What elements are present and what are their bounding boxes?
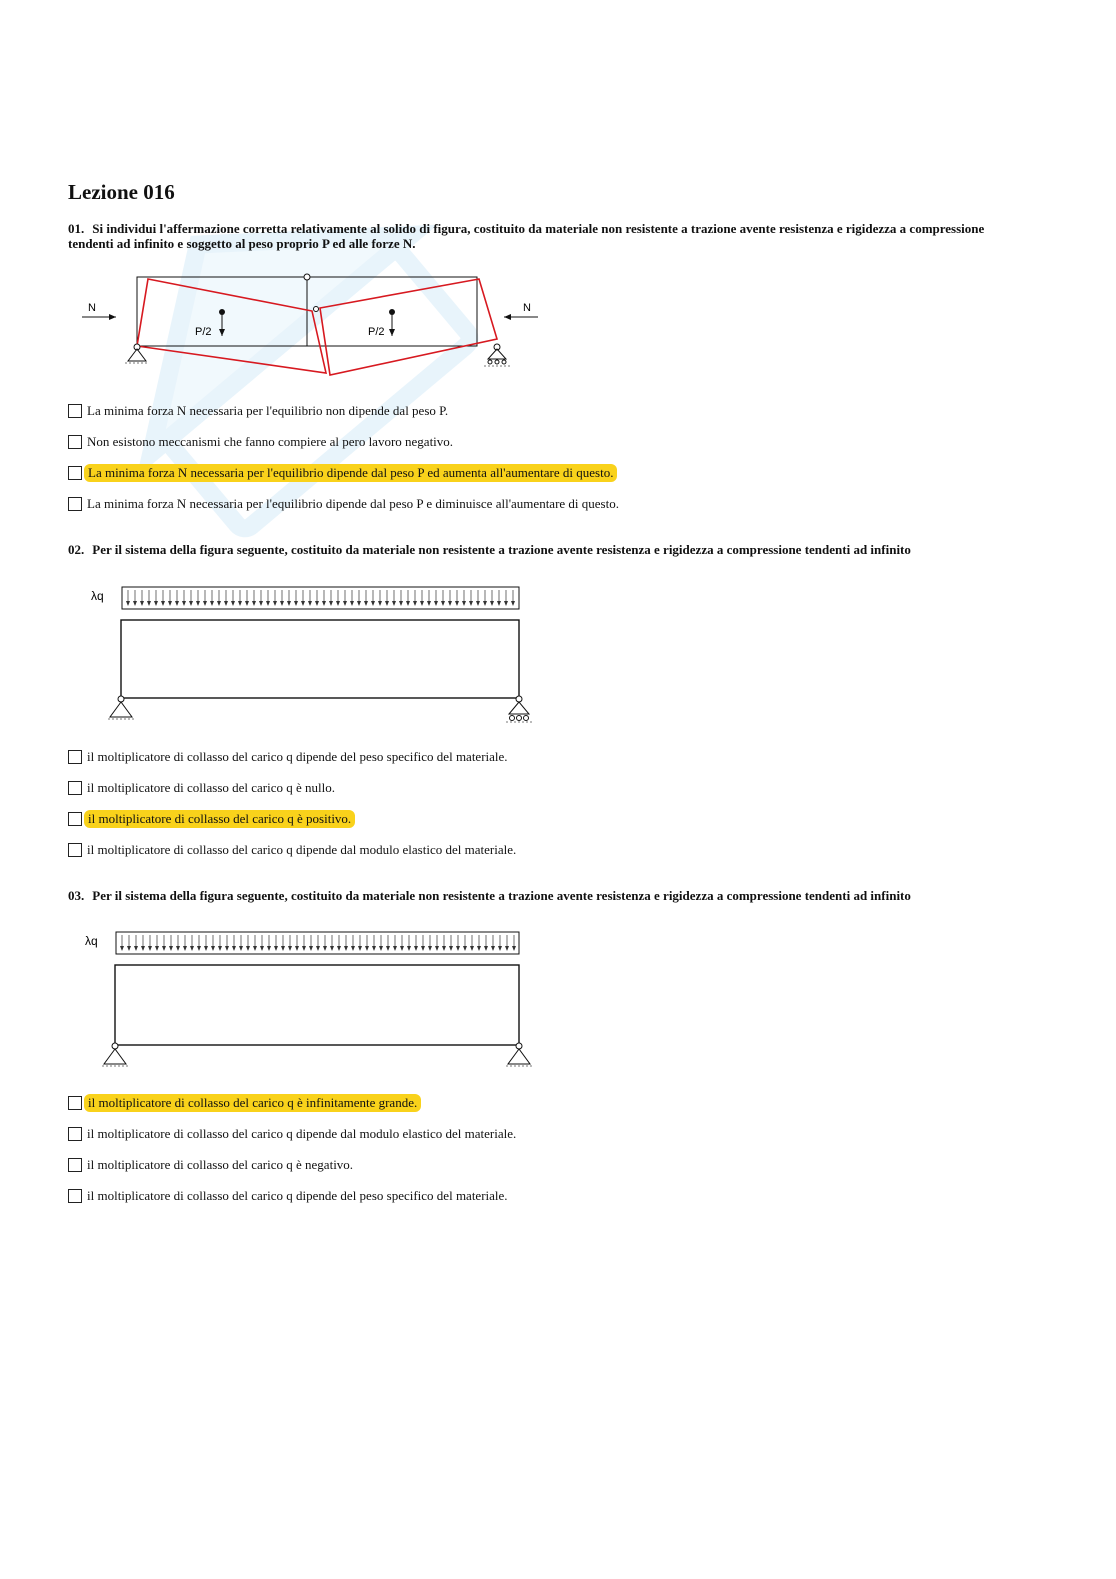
arrowhead-icon [218, 946, 222, 951]
empty-checkbox-icon[interactable] [68, 435, 82, 449]
empty-checkbox-icon[interactable] [68, 750, 82, 764]
answer-list-3 [68, 1087, 516, 1211]
question-text: Per il sistema della figura seguente, costituito da materiale non resistente a trazione avente resistenza e rigidezza a compressione tendenti ad infinito [92, 888, 911, 903]
arrowhead-icon [449, 946, 453, 951]
arrowhead-icon [456, 946, 460, 951]
empty-checkbox-icon[interactable] [68, 1127, 82, 1141]
arrowhead-icon [224, 601, 228, 606]
load-label: λq [91, 589, 104, 603]
pin-support-icon [102, 1043, 128, 1066]
answer-text: il moltiplicatore di collasso del carico q dipende del peso specifico del materiale. [87, 1187, 508, 1203]
arrowhead-icon [400, 946, 404, 951]
answer-option[interactable] [68, 772, 516, 803]
arrowhead-icon [427, 601, 431, 606]
arrowhead-icon [497, 601, 501, 606]
pin-support-icon [108, 696, 134, 719]
arrowhead-icon [133, 601, 137, 606]
answer-option[interactable] [68, 803, 516, 834]
empty-checkbox-icon[interactable] [68, 843, 82, 857]
arrowhead-icon [364, 601, 368, 606]
arrowhead-icon [389, 329, 395, 336]
arrowhead-icon [288, 946, 292, 951]
arrowhead-icon [266, 601, 270, 606]
arrowhead-icon [168, 601, 172, 606]
arrowhead-icon [127, 946, 131, 951]
arrowhead-icon [308, 601, 312, 606]
arrowhead-icon [378, 601, 382, 606]
arrowhead-icon [287, 601, 291, 606]
answer-option[interactable] [68, 488, 619, 519]
answer-option[interactable] [68, 741, 516, 772]
arrowhead-icon [259, 601, 263, 606]
arrowhead-icon [448, 601, 452, 606]
arrowhead-icon [455, 601, 459, 606]
arrowhead-icon [211, 946, 215, 951]
arrowhead-icon [203, 601, 207, 606]
arrowhead-icon [315, 601, 319, 606]
empty-checkbox-icon[interactable] [68, 1096, 82, 1110]
answer-list-1 [68, 395, 619, 519]
arrowhead-icon [323, 946, 327, 951]
arrowhead-icon [225, 946, 229, 951]
arrowhead-icon [210, 601, 214, 606]
arrowhead-icon [435, 946, 439, 951]
arrowhead-icon [462, 601, 466, 606]
answer-option[interactable] [68, 457, 619, 488]
arrowhead-icon [219, 329, 225, 336]
answer-text: il moltiplicatore di collasso del carico q dipende del peso specifico del materiale. [87, 748, 508, 764]
arrowhead-icon [196, 601, 200, 606]
arrowhead-icon [238, 601, 242, 606]
arrowhead-icon [441, 601, 445, 606]
arrowhead-icon [372, 946, 376, 951]
arrowhead-icon [322, 601, 326, 606]
figure-arch-mechanism [68, 266, 548, 378]
arrowhead-icon [189, 601, 193, 606]
arrowhead-icon [260, 946, 264, 951]
arrowhead-icon [126, 601, 130, 606]
arrowhead-icon [392, 601, 396, 606]
arrowhead-icon [175, 601, 179, 606]
arrowhead-icon [190, 946, 194, 951]
arrowhead-icon [414, 946, 418, 951]
arrowhead-icon [420, 601, 424, 606]
arrowhead-icon [294, 601, 298, 606]
figure-beam-pins [68, 925, 548, 1073]
arrowhead-icon [512, 946, 516, 951]
question-3 [68, 888, 988, 903]
empty-checkbox-icon[interactable] [68, 1158, 82, 1172]
answer-text: il moltiplicatore di collasso del carico q dipende dal modulo elastico del materiale. [87, 841, 517, 857]
arrowhead-icon [155, 946, 159, 951]
roller-support-icon [506, 696, 532, 722]
distributed-load-arrows [120, 935, 516, 951]
arrowhead-icon [245, 601, 249, 606]
arrowhead-icon [428, 946, 432, 951]
answer-option[interactable] [68, 1149, 516, 1180]
arrowhead-icon [386, 946, 390, 951]
arrowhead-icon [330, 946, 334, 951]
answer-text: Non esistono meccanismi che fanno compiere al pero lavoro negativo. [87, 433, 454, 449]
arrowhead-icon [232, 946, 236, 951]
arrowhead-icon [504, 601, 508, 606]
top-hinge [304, 274, 310, 280]
answer-text: La minima forza N necessaria per l'equilibrio dipende dal peso P e diminuisce all'aumentare di questo. [87, 495, 619, 511]
question-number: 03. [68, 888, 85, 903]
arrowhead-icon [197, 946, 201, 951]
empty-checkbox-icon[interactable] [68, 404, 82, 418]
arrowhead-icon [434, 601, 438, 606]
beam-body [121, 620, 519, 698]
arrowhead-icon [365, 946, 369, 951]
arrowhead-icon [176, 946, 180, 951]
arrowhead-icon [379, 946, 383, 951]
arrowhead-icon [274, 946, 278, 951]
question-1 [68, 221, 988, 251]
load-label-right: P/2 [368, 326, 385, 338]
arrowhead-icon [511, 601, 515, 606]
empty-checkbox-icon[interactable] [68, 497, 82, 511]
arrowhead-icon [421, 946, 425, 951]
arrowhead-icon [140, 601, 144, 606]
arrowhead-icon [351, 946, 355, 951]
arrowhead-icon [490, 601, 494, 606]
question-number: 02. [68, 542, 85, 557]
question-2 [68, 542, 988, 557]
answer-option[interactable] [68, 1087, 516, 1118]
distributed-load-arrows [126, 590, 515, 606]
empty-checkbox-icon[interactable] [68, 466, 82, 480]
beam-body [115, 965, 519, 1045]
arrowhead-icon [141, 946, 145, 951]
arrowhead-icon [350, 601, 354, 606]
answer-option[interactable] [68, 1180, 516, 1211]
arrowhead-icon [302, 946, 306, 951]
arrowhead-icon [406, 601, 410, 606]
empty-checkbox-icon[interactable] [68, 1189, 82, 1203]
arrowhead-icon [407, 946, 411, 951]
arrowhead-icon [463, 946, 467, 951]
roller-support-icon [484, 344, 510, 366]
arrowhead-icon [253, 946, 257, 951]
arrowhead-icon [246, 946, 250, 951]
empty-checkbox-icon[interactable] [68, 812, 82, 826]
arrowhead-icon [309, 946, 313, 951]
answer-text-highlighted: La minima forza N necessaria per l'equilibrio dipende dal peso P ed aumenta all'aumentare di questo. [84, 464, 617, 482]
arrowhead-icon [182, 601, 186, 606]
load-label-left: P/2 [195, 326, 212, 338]
arrowhead-icon [498, 946, 502, 951]
arrowhead-icon [337, 946, 341, 951]
answer-option[interactable] [68, 426, 619, 457]
arrowhead-icon [385, 601, 389, 606]
arrowhead-icon [442, 946, 446, 951]
mechanism-left-block [137, 279, 326, 373]
force-label-right: N [523, 302, 531, 314]
arrowhead-icon [413, 601, 417, 606]
empty-checkbox-icon[interactable] [68, 781, 82, 795]
mechanism-right-block [320, 279, 497, 375]
answer-text: La minima forza N necessaria per l'equilibrio non dipende dal peso P. [87, 402, 449, 418]
arrowhead-icon [329, 601, 333, 606]
arrowhead-icon [358, 946, 362, 951]
arrowhead-icon [280, 601, 284, 606]
question-text: Per il sistema della figura seguente, costituito da materiale non resistente a trazione avente resistenza e rigidezza a compressione tendenti ad infinito [92, 542, 911, 557]
question-text: Si individui l'affermazione corretta relativamente al solido di figura, costituito da materiale non resistente a trazione avente resistenza e rigidezza a compressione tendenti ad infinito e soggetto al peso proprio P ed alle forze N. [68, 221, 985, 251]
arrowhead-icon [169, 946, 173, 951]
answer-list-2 [68, 741, 516, 865]
arrowhead-icon [217, 601, 221, 606]
arrowhead-icon [504, 314, 511, 320]
arrowhead-icon [301, 601, 305, 606]
arrowhead-icon [239, 946, 243, 951]
arrowhead-icon [477, 946, 481, 951]
figure-beam-roller [68, 580, 548, 728]
arrowhead-icon [231, 601, 235, 606]
arrowhead-icon [393, 946, 397, 951]
arrowhead-icon [484, 946, 488, 951]
arrowhead-icon [267, 946, 271, 951]
arrowhead-icon [134, 946, 138, 951]
arrowhead-icon [281, 946, 285, 951]
answer-text: il moltiplicatore di collasso del carico q è negativo. [87, 1156, 354, 1172]
arrowhead-icon [295, 946, 299, 951]
arrowhead-icon [371, 601, 375, 606]
arrowhead-icon [120, 946, 124, 951]
pin-support-icon [506, 1043, 532, 1066]
arrowhead-icon [344, 946, 348, 951]
answer-option[interactable] [68, 395, 619, 426]
answer-text-highlighted: il moltiplicatore di collasso del carico q è positivo. [84, 810, 355, 828]
arrowhead-icon [183, 946, 187, 951]
arrowhead-icon [273, 601, 277, 606]
distributed-load-box [122, 587, 519, 609]
distributed-load-box [116, 932, 519, 954]
arrowhead-icon [476, 601, 480, 606]
question-number: 01. [68, 221, 85, 236]
arrowhead-icon [357, 601, 361, 606]
arrowhead-icon [252, 601, 256, 606]
arrowhead-icon [109, 314, 116, 320]
arrowhead-icon [148, 946, 152, 951]
arrowhead-icon [154, 601, 158, 606]
arrowhead-icon [469, 601, 473, 606]
answer-text-highlighted: il moltiplicatore di collasso del carico q è infinitamente grande. [84, 1094, 421, 1112]
arrowhead-icon [161, 601, 165, 606]
arrowhead-icon [336, 601, 340, 606]
middle-hinge [314, 307, 319, 312]
arrowhead-icon [316, 946, 320, 951]
answer-option[interactable] [68, 834, 516, 865]
arrowhead-icon [470, 946, 474, 951]
arrowhead-icon [204, 946, 208, 951]
answer-text: il moltiplicatore di collasso del carico q è nullo. [87, 779, 336, 795]
arrowhead-icon [162, 946, 166, 951]
arrowhead-icon [491, 946, 495, 951]
answer-text: il moltiplicatore di collasso del carico q dipende dal modulo elastico del materiale. [87, 1125, 517, 1141]
force-label-left: N [88, 302, 96, 314]
lesson-title: Lezione 016 [68, 180, 175, 204]
arrowhead-icon [147, 601, 151, 606]
answer-option[interactable] [68, 1118, 516, 1149]
arrowhead-icon [399, 601, 403, 606]
arrowhead-icon [343, 601, 347, 606]
load-label: λq [85, 934, 98, 948]
arrowhead-icon [505, 946, 509, 951]
arrowhead-icon [483, 601, 487, 606]
